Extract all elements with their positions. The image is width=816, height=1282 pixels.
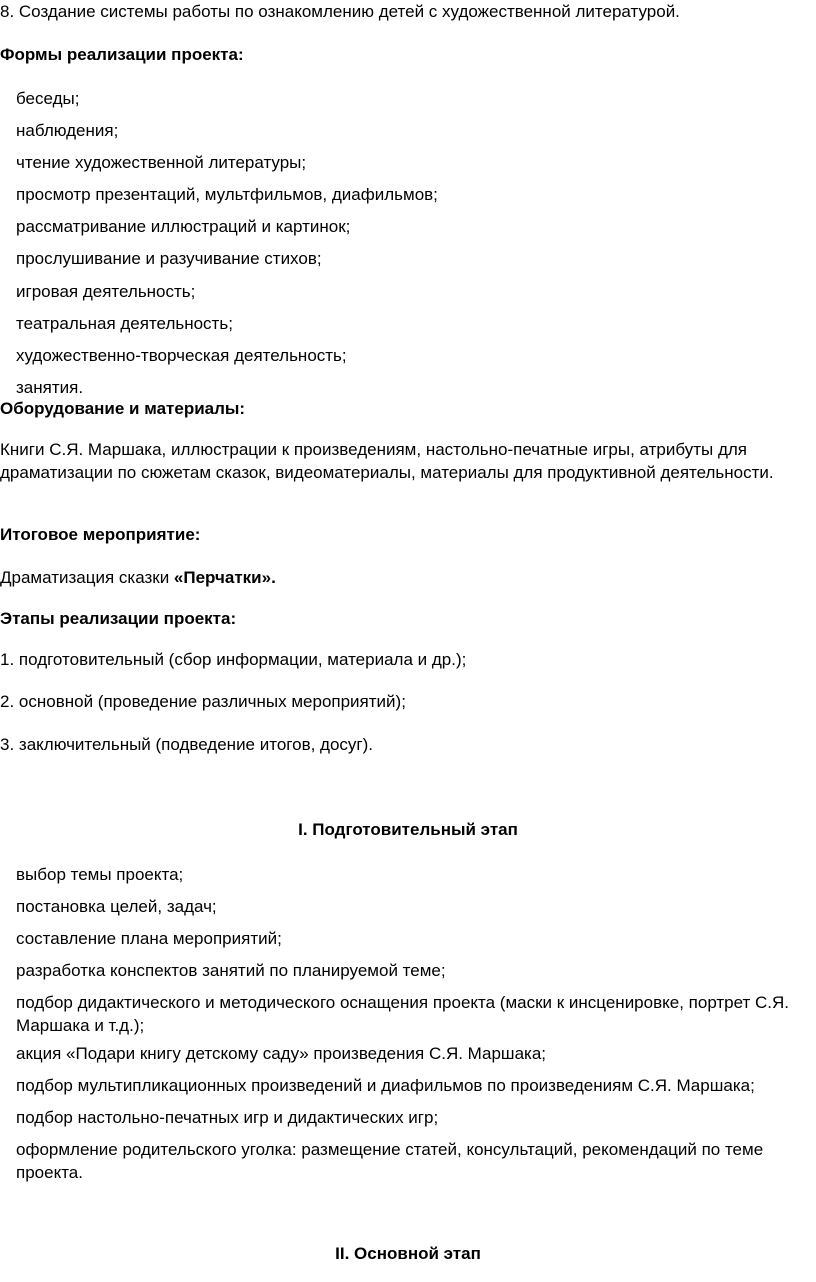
prep-stage-item: составление плана мероприятий; (16, 929, 282, 948)
prep-stage-heading: I. Подготовительный этап (298, 820, 518, 839)
prep-stage-item: разработка конспектов занятий по планируемой теме; (16, 961, 446, 980)
stages-item: 1. подготовительный (сбор информации, материала и др.); (0, 650, 467, 669)
forms-item: прослушивание и разучивание стихов; (16, 249, 322, 268)
forms-item: игровая деятельность; (16, 282, 196, 301)
prep-stage-item: акция «Подари книгу детскому саду» произведения С.Я. Маршака; (16, 1044, 547, 1063)
forms-item: театральная деятельность; (16, 314, 233, 333)
forms-item: наблюдения; (16, 121, 119, 140)
stages-item: 2. основной (проведение различных мероприятий); (0, 692, 406, 711)
prep-stage-item: выбор темы проекта; (16, 865, 184, 884)
main-stage-heading: II. Основной этап (335, 1244, 481, 1263)
final-event-heading: Итоговое мероприятие: (0, 525, 201, 544)
final-event-prefix: Драматизация сказки (0, 568, 174, 587)
equipment-text: Книги С.Я. Маршака, иллюстрации к произведениям, настольно-печатные игры, атрибуты для драматизации по сюжетам сказок, видеоматериалы, материалы для продуктивной деятельности. (0, 440, 774, 482)
forms-item: чтение художественной литературы; (16, 153, 307, 172)
final-event-text (0, 566, 276, 590)
forms-heading: Формы реализации проекта: (0, 45, 244, 64)
prep-stage-item: постановка целей, задач; (16, 897, 217, 916)
final-event-title: «Перчатки». (173, 568, 276, 587)
prep-stage-item: подбор настольно-печатных игр и дидактических игр; (16, 1108, 439, 1127)
equipment-heading: Оборудование и материалы: (0, 399, 246, 418)
forms-item: занятия. (16, 378, 84, 397)
forms-item: рассматривание иллюстраций и картинок; (16, 217, 351, 236)
prep-stage-item: подбор мультипликационных произведений и диафильмов по произведениям С.Я. Маршака; (16, 1076, 755, 1095)
prep-stage-item: подбор дидактического и методического оснащения проекта (маски к инсценировке, портрет С.Я. Маршака и т.д.); (16, 993, 790, 1035)
forms-item: художественно-творческая деятельность; (16, 346, 347, 365)
intro-line: 8. Создание системы работы по ознакомлению детей с художественной литературой. (0, 2, 680, 21)
stages-item: 3. заключительный (подведение итогов, досуг). (0, 735, 374, 754)
stages-heading: Этапы реализации проекта: (0, 609, 237, 628)
forms-item: просмотр презентаций, мультфильмов, диафильмов; (16, 185, 438, 204)
forms-item: беседы; (16, 89, 80, 108)
prep-stage-item: оформление родительского уголка: размещение статей, консультаций, рекомендаций по теме проекта. (16, 1140, 764, 1182)
